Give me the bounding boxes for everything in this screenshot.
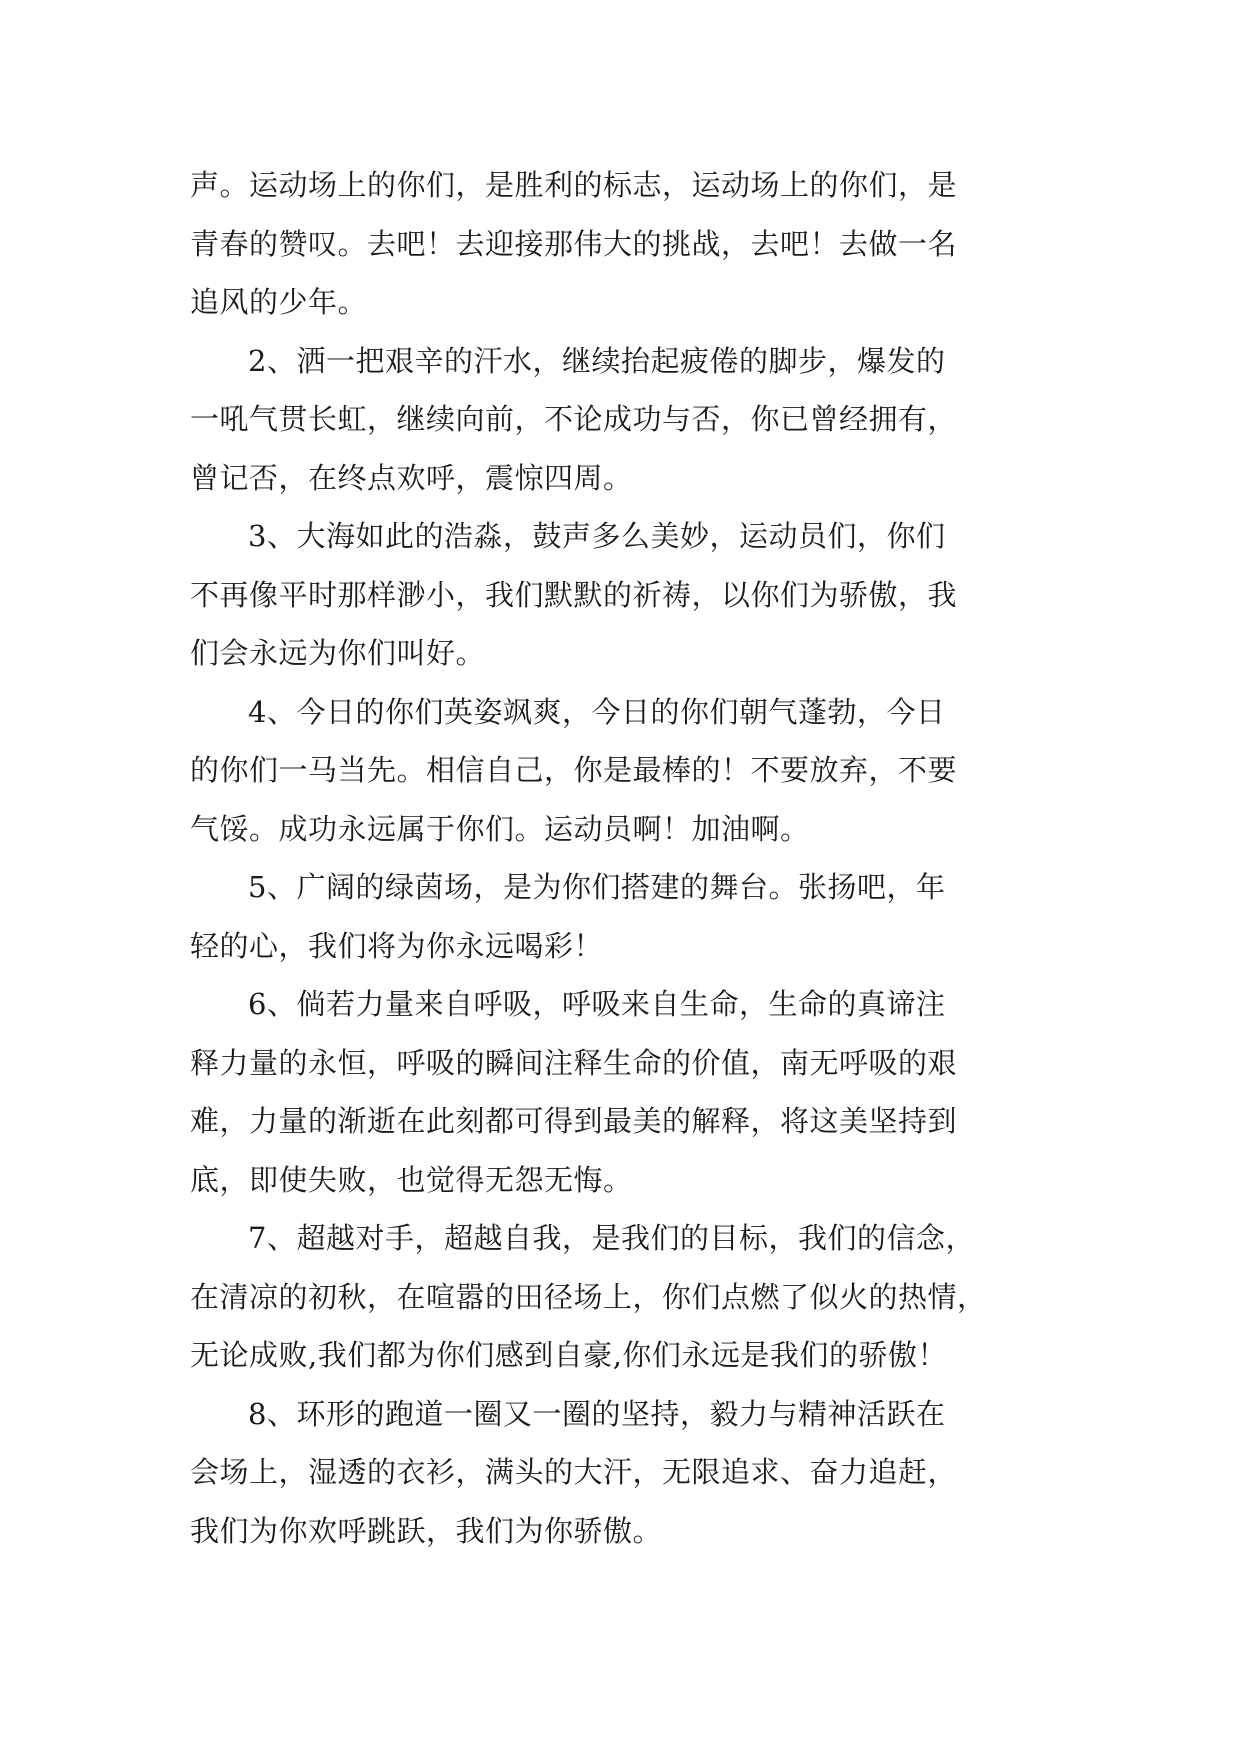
- text-line: 5、广阔的绿茵场，是为你们搭建的舞台。张扬吧，年: [248, 870, 946, 904]
- paragraph-item-4: [190, 683, 1052, 859]
- text-line: 2、洒一把艰辛的汗水，继续抬起疲倦的脚步，爆发的: [248, 343, 946, 378]
- text-line: 3、大海如此的浩淼，鼓声多么美妙，运动员们，你们: [248, 519, 946, 553]
- text-line: 轻的心，我们将为你永远喝彩！: [190, 928, 604, 963]
- text-line: 底，即使失败，也觉得无怨无悔。: [190, 1162, 633, 1197]
- text-line: 7、超越对手，超越自我，是我们的目标，我们的信念，: [248, 1221, 975, 1255]
- paragraph-item-3: [190, 507, 1052, 683]
- text-line: 追风的少年。: [190, 285, 368, 319]
- text-line: 的你们一马当先。相信自己，你是最棒的！不要放弃，不要: [190, 753, 958, 787]
- text-line: 难，力量的渐逝在此刻都可得到最美的解释，将这美坚持到: [190, 1104, 958, 1138]
- text-line: 无论成败,我们都为你们感到自豪,你们永远是我们的骄傲！: [190, 1338, 947, 1372]
- text-line: 们会永远为你们叫好。: [190, 636, 486, 670]
- paragraph-item-2: [190, 332, 1052, 508]
- text-line: 释力量的永恒，呼吸的瞬间注释生命的价值，南无呼吸的艰: [190, 1045, 958, 1080]
- text-line: 6、倘若力量来自呼吸，呼吸来自生命，生命的真谛注: [248, 987, 946, 1021]
- text-line: 8、环形的跑道一圈又一圈的坚持，毅力与精神活跃在: [248, 1396, 946, 1431]
- text-line: 4、今日的你们英姿飒爽，今日的你们朝气蓬勃，今日: [248, 694, 946, 729]
- text-line: 声。运动场上的你们，是胜利的标志，运动场上的你们，是: [190, 168, 958, 202]
- text-line: 曾记否，在终点欢呼，震惊四周。: [190, 460, 633, 495]
- paragraph-item-6: [190, 975, 1052, 1209]
- text-line: 会场上，湿透的衣衫，满头的大汗，无限追求、奋力追赶，: [190, 1455, 958, 1489]
- text-line: 在清凉的初秋，在喧嚣的田径场上，你们点燃了似火的热情，: [190, 1279, 987, 1314]
- text-line: 不再像平时那样渺小，我们默默的祈祷，以你们为骄傲，我: [190, 577, 958, 612]
- paragraph-item-8: [190, 1385, 1052, 1561]
- paragraph-item-7: [190, 1209, 1052, 1385]
- text-line: 气馁。成功永远属于你们。运动员啊！加油啊。: [190, 811, 810, 846]
- document-body: [190, 156, 1052, 1560]
- text-line: 青春的赞叹。去吧！去迎接那伟大的挑战，去吧！去做一名: [190, 226, 958, 261]
- paragraph-continuation: [190, 156, 1052, 332]
- paragraph-item-5: [190, 858, 1052, 975]
- text-line: 一吼气贯长虹，继续向前，不论成功与否，你已曾经拥有，: [190, 402, 958, 436]
- text-line: 我们为你欢呼跳跃，我们为你骄傲。: [190, 1513, 663, 1548]
